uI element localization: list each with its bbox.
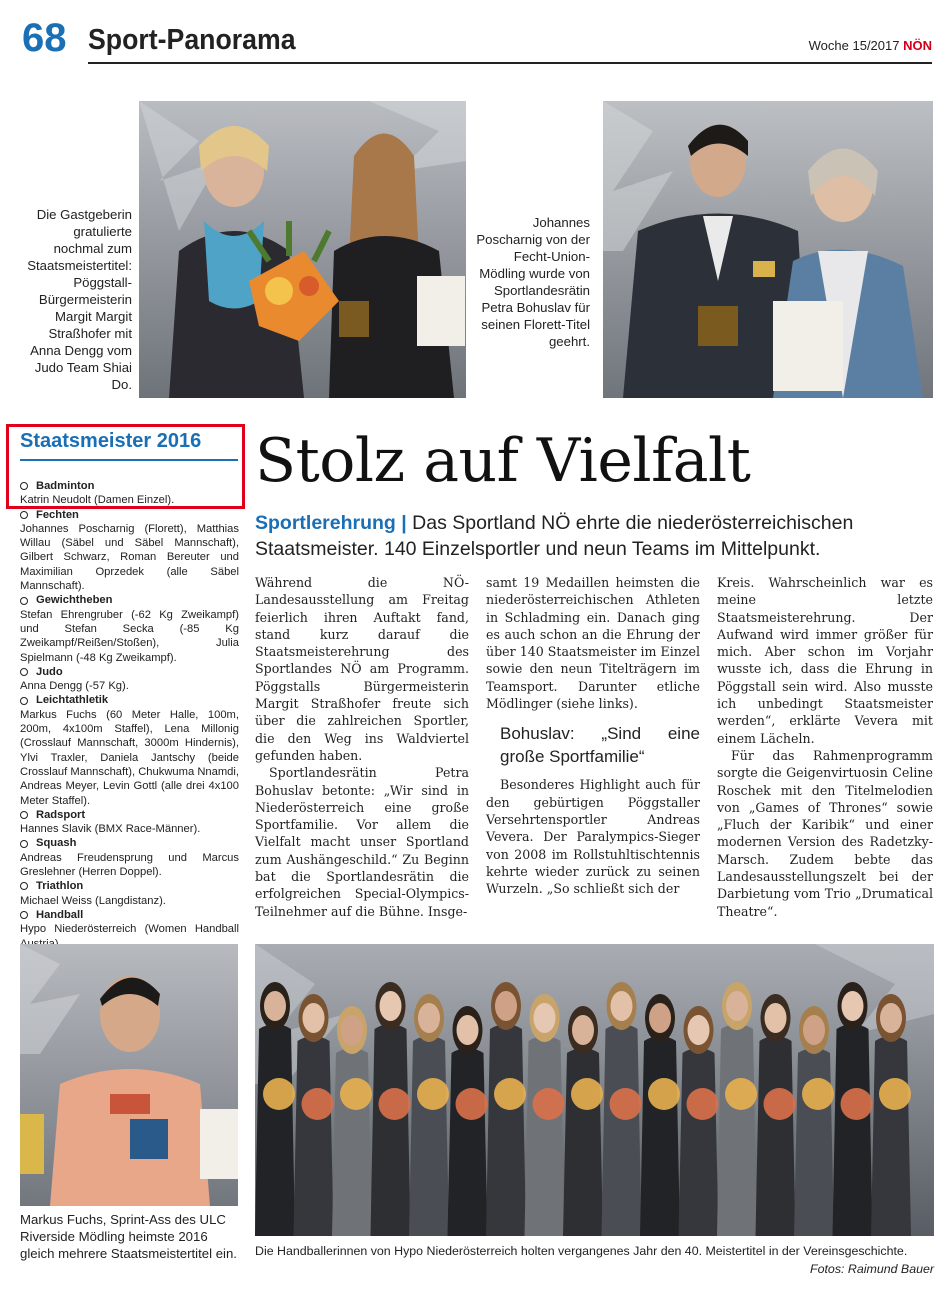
discipline-heading <box>20 479 239 493</box>
article-headline: Stolz auf Vielfalt <box>255 426 751 496</box>
discipline-name: Squash <box>36 837 77 850</box>
header-rule <box>88 62 932 64</box>
photo-handball-team <box>255 944 934 1236</box>
champion-names: Katrin Neudolt (Damen Einzel). <box>20 494 175 507</box>
bullet-icon <box>20 811 28 819</box>
page-number: 68 <box>22 16 67 60</box>
bullet-icon <box>20 840 28 848</box>
discipline-heading <box>20 593 239 607</box>
sidebar-rule <box>20 459 238 461</box>
champion-names: Hypo Niederösterreich (Women Handball <box>20 923 239 936</box>
issue-info <box>809 38 932 53</box>
photo-caption-bottom-right: Die Handballerinnen von Hypo Niederösterreich holten vergangenes Jahr den 40. Meistertitel in der Vereinsgeschichte. <box>255 1244 908 1258</box>
sidebar-title: Staatsmeister 2016 <box>20 430 202 452</box>
article-column-3 <box>717 574 933 920</box>
discipline-name: Leichtathletik <box>36 694 109 707</box>
champions-list <box>20 479 239 951</box>
photo-caption-top-right: Johannes Poscharnig von der Fecht-Union-Mödling wurde von Sportlandesrätin Petra Bohuslav für seinen Florett-Titel geehrt. <box>476 215 590 349</box>
photo-mayor-and-judo-champion <box>139 101 466 398</box>
discipline-heading <box>20 508 239 522</box>
bullet-icon <box>20 697 28 705</box>
photo-fencer-and-sports-minister <box>603 101 933 398</box>
article-paragraph: Für das Rahmenprogramm sorgte die Geigenvirtuosin Celine Roschek mit den Titelmelodien von „Games of Thrones“ sowie „Fluch der Karibik“ und einer modernen Version des Radetzky-Marsch. Zudem bebte das Landesausstellungszelt bei der Darbietung vom Trio „Drumatical Theatre“. <box>717 747 933 919</box>
issue-week: Woche 15/2017 <box>808 38 900 53</box>
champion-names: Johannes Poscharnig (Florett), Matthias Willau (Säbel und Säbel Mannschaft), Gilbert Schwarz, Roman Bereuter und Maximilian Oprzedek (alle Säbel Mannschaft). <box>20 522 239 593</box>
article-column-1 <box>255 574 469 920</box>
discipline-name: Gewichtheben <box>36 594 113 607</box>
champion-names: Markus Fuchs (60 Meter Halle, 100m, 200m, 4x100m Staffel), Lena Millonig (Crosslauf Mannschaft, 3000m Hindernis), Ylvi Traxler, Daniela Jantschy (beide Crosslauf Mannschaft), Chukwuma Nnamdi, Andreas Meyer, Levin Gottl (alle drei 4x100 Meter Staffel). <box>20 708 239 807</box>
discipline-name: Radsport <box>36 808 86 821</box>
discipline-name: Handball <box>36 908 84 921</box>
brand-logo: NÖN <box>903 38 932 53</box>
bullet-icon <box>20 911 28 919</box>
discipline-heading <box>20 808 239 822</box>
bullet-icon <box>20 482 28 490</box>
article-column-2 <box>486 574 700 897</box>
photo-caption-top-left: Die Gastgeberin gratulierte nochmal zum Staatsmeistertitel: Pöggstall-Bürgermeisterin Margit Margit Straßhofer mit Anna Dengg vom Judo Team Shiai Do. <box>27 207 132 392</box>
photo-caption-bottom-left: Markus Fuchs, Sprint-Ass des ULC Riverside Mödling heimste 2016 gleich mehrere Staatsmeistertitel ein. <box>20 1212 237 1261</box>
discipline-heading <box>20 836 239 850</box>
discipline-name: Fechten <box>36 508 79 521</box>
bullet-icon <box>20 511 28 519</box>
champion-names: Andreas Freudensprung und Marcus Greslehner (Herren Doppel). <box>20 851 239 879</box>
champion-names: Anna Dengg (-57 Kg). <box>20 680 129 693</box>
discipline-heading <box>20 879 239 893</box>
discipline-name: Judo <box>36 665 63 678</box>
article-lead-text: Das Sportland NÖ ehrte die niederösterreichischen Staatsmeister. 140 Einzelsportler und neun Teams im Mittelpunkt. <box>255 512 854 560</box>
photo-credit: Fotos: Raimund Bauer <box>810 1262 934 1276</box>
champion-names: Stefan Ehrengruber (-62 Kg Zweikampf) und Stefan Secka (-85 Kg Zweikampf/Reißen/Stoßen), Julia Spielmann (-48 Kg Zweikampf). <box>20 608 239 664</box>
article-lead <box>255 510 935 562</box>
champion-names: Michael Weiss (Langdistanz). <box>20 894 166 907</box>
champion-names: Hannes Slavik (BMX Race-Männer). <box>20 823 201 836</box>
article-kicker: Sportlerehrung | <box>255 512 407 534</box>
article-subheading: Bohuslav: „Sind eine große Sportfamilie“ <box>500 724 700 767</box>
section-title: Sport-Panorama <box>88 24 296 56</box>
article-paragraph: Sportlandesrätin Petra Bohuslav betonte: „Wir sind in Niederösterreich eine große Sportfamilie. Vor allem die Vielfalt macht unser Sportland zum Aushängeschild.“ Zu Beginn bat die Sportlandesrätin die erfolgreichen Special-Olympics-Teilnehmer auf die Bühne. Insge- <box>255 765 469 919</box>
article-paragraph: Besonderes Highlight auch für den gebürtigen Pöggstaller Versehrtensportler Andreas Vevera. Der Paralympics-Sieger von 2008 im Rollstuhltischtennis kehrte wieder zurück zu seinen Wurzeln. „So schließt sich der <box>486 777 700 897</box>
discipline-name: Badminton <box>36 480 95 492</box>
discipline-name: Triathlon <box>36 880 84 893</box>
bullet-icon <box>20 597 28 605</box>
photo-sprinter <box>20 944 238 1206</box>
discipline-heading <box>20 693 239 707</box>
article-paragraph: samt 19 Medaillen heimsten die niederösterreichischen Athleten in Schladming ein. Danach ging es auch schon an die Ehrung der über 140 Staatsmeister im Einzel sowie den neun Titelträgern im Teamsport. Darunter etliche Mödlinger (siehe links). <box>486 575 700 712</box>
article-paragraph: Kreis. Wahrscheinlich war es meine letzte Staatsmeisterehrung. Der Aufwand wird immer größer für mich. Aber schon im Vorjahr wusste ich, dass die Ehrung in Pöggstall sein wird. Also musste ich unbedingt Staatsmeister werden“, erklärte Vevera mit einem Lächeln. <box>717 575 933 746</box>
bullet-icon <box>20 668 28 676</box>
discipline-heading <box>20 665 239 679</box>
bullet-icon <box>20 882 28 890</box>
discipline-heading <box>20 908 239 922</box>
article-paragraph: Während die NÖ-Landesausstellung am Freitag feierlich ihren Auftakt fand, stand kurz darauf die Staatsmeisterehrung des Sportlandes NÖ am Programm. Pöggstalls Bürgermeisterin Margit Straßhofer freute sich über die zahlreichen Sportler, die den Weg ins Waldviertel gefunden haben. <box>255 575 469 763</box>
